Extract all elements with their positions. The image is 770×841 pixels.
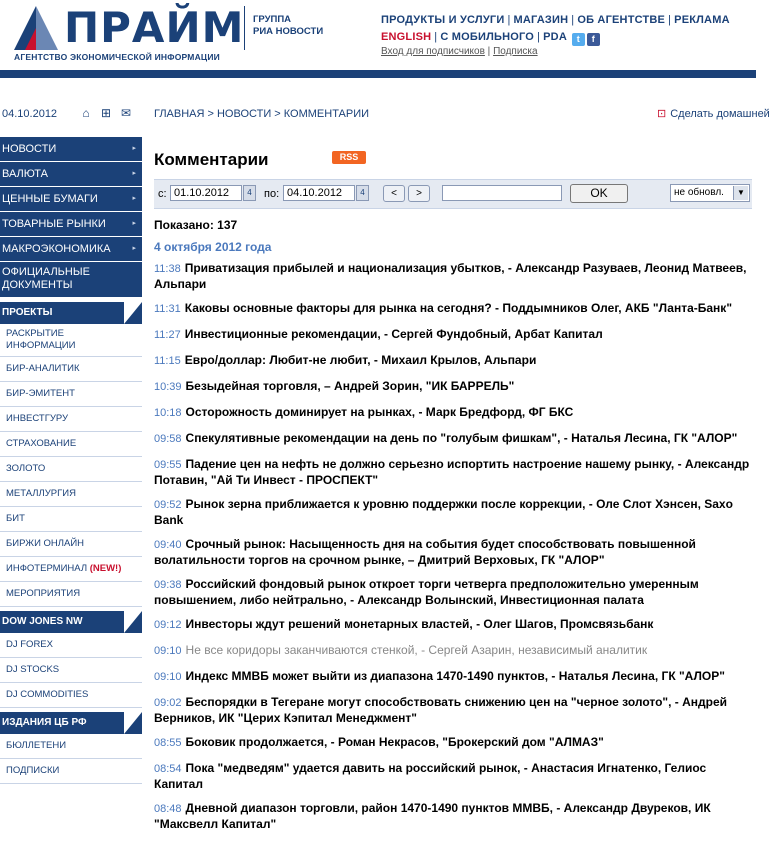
dowjones-title: DOW JONES NW: [2, 616, 83, 627]
item-title[interactable]: Беспорядки в Тегеране могут способствовать снижению цен на "черное золото", - Андрей Верников, ИК "Церих Кэпитал Менеджмент": [154, 695, 727, 725]
project-events[interactable]: МЕРОПРИЯТИЯ: [0, 582, 142, 607]
item-time: 09:12: [154, 619, 182, 631]
prev-button[interactable]: <: [383, 185, 405, 202]
logo-subtitle: АГЕНТСТВО ЭКОНОМИЧЕСКОЙ ИНФОРМАЦИИ: [14, 52, 220, 62]
date-heading: 4 октября 2012 года: [154, 240, 272, 254]
sitemap-icon[interactable]: ⊞: [100, 106, 112, 120]
sidebar-item-label: ЦЕННЫЕ БУМАГИ: [2, 193, 98, 205]
sidebar-item-currency[interactable]: [0, 162, 142, 187]
refresh-select[interactable]: [670, 184, 750, 202]
list-item[interactable]: [154, 431, 756, 454]
dj-forex-link[interactable]: DJ FOREX: [0, 633, 142, 658]
list-item[interactable]: [154, 261, 756, 298]
calendar-icon[interactable]: 4: [356, 185, 369, 201]
list-item[interactable]: [154, 735, 756, 758]
sidebar-item-label: ОФИЦИАЛЬНЫЕ ДОКУМЕНТЫ: [2, 266, 90, 291]
item-title[interactable]: Не все коридоры заканчиваются стенкой, - Сергей Азарин, независимый аналитик: [185, 643, 648, 657]
group-line2: РИА НОВОСТИ: [253, 26, 324, 37]
project-infoterminal-label: ИНФОТЕРМИНАЛ: [6, 563, 88, 574]
sidebar-item-label: ТОВАРНЫЕ РЫНКИ: [2, 218, 106, 230]
new-badge: (NEW!): [89, 563, 122, 574]
project-gold[interactable]: ЗОЛОТО: [0, 457, 142, 482]
expand-arrow-icon: ▸: [132, 245, 136, 252]
item-title[interactable]: Евро/доллар: Любит-не любит, - Михаил Крылов, Альпари: [184, 353, 537, 367]
list-item[interactable]: [154, 379, 756, 402]
expand-arrow-icon: ▸: [132, 220, 136, 227]
date-row: [0, 104, 770, 124]
list-item[interactable]: [154, 327, 756, 350]
item-title[interactable]: Спекулятивные рекомендации на день по "голубым фишкам", - Наталья Лесина, ГК "АЛОР": [185, 431, 738, 445]
subscribe-link[interactable]: Подписка: [493, 46, 538, 57]
list-item[interactable]: [154, 669, 756, 692]
top-nav: ПРОДУКТЫ И УСЛУГИ | МАГАЗИН | ОБ АГЕНТСТВЕ | РЕКЛАМА ENGLISH | С МОБИЛЬНОГО | PDA t f: [381, 14, 730, 44]
item-time: 09:55: [154, 459, 182, 471]
item-time: 09:10: [154, 671, 182, 683]
subscriber-login-link[interactable]: Вход для подписчиков: [381, 46, 485, 57]
home-icon[interactable]: ⌂: [82, 106, 90, 120]
list-item[interactable]: [154, 617, 756, 640]
cbr-bulletins-link[interactable]: БЮЛЛЕТЕНИ: [0, 734, 142, 759]
project-bir-emitent[interactable]: БИР-ЭМИТЕНТ: [0, 382, 142, 407]
breadcrumb[interactable]: ГЛАВНАЯ > НОВОСТИ > КОММЕНТАРИИ: [154, 108, 370, 120]
item-title[interactable]: Осторожность доминирует на рынках, - Марк Бредфорд, ФГ БКС: [185, 405, 574, 419]
cbr-heading: [0, 712, 142, 734]
item-title[interactable]: Индекс ММВБ может выйти из диапазона 1470-1490 пунктов, - Наталья Лесина, ГК "АЛОР": [185, 669, 725, 683]
item-time: 10:39: [154, 381, 182, 393]
header-bar: [0, 70, 756, 78]
to-label: по:: [264, 188, 280, 200]
corner-decor: [124, 611, 142, 633]
item-title[interactable]: Рынок зерна приближается к уровню поддержки после коррекции, - Оле Слот Хэнсен, Saxo Bank: [154, 497, 733, 527]
from-date-input[interactable]: [170, 185, 242, 201]
sidebar-item-label: МАКРОЭКОНОМИКА: [2, 243, 111, 255]
sidebar-item-label: ВАЛЮТА: [2, 168, 48, 180]
item-time: 08:54: [154, 763, 182, 775]
logo-text: ПРАЙМ: [64, 3, 245, 52]
item-time: 09:58: [154, 433, 182, 445]
from-label: с:: [158, 188, 167, 200]
list-item[interactable]: [154, 301, 756, 324]
sidebar: [0, 137, 142, 784]
project-infoterminal[interactable]: [0, 557, 142, 582]
next-button[interactable]: >: [408, 185, 430, 202]
comments-list: [154, 261, 756, 841]
item-time: 09:52: [154, 499, 182, 511]
dj-stocks-link[interactable]: DJ STOCKS: [0, 658, 142, 683]
project-exchanges-online[interactable]: БИРЖИ ОНЛАЙН: [0, 532, 142, 557]
logo-mark-icon: [14, 6, 58, 50]
sidebar-item-label: НОВОСТИ: [2, 143, 57, 155]
make-homepage-link[interactable]: [657, 107, 770, 120]
prime-logo[interactable]: [14, 3, 245, 66]
list-item[interactable]: [154, 761, 756, 798]
project-insurance[interactable]: СТРАХОВАНИЕ: [0, 432, 142, 457]
site-header: [0, 0, 756, 78]
sub-nav: Вход для подписчиков | Подписка: [381, 46, 538, 57]
sidebar-item-commodities[interactable]: [0, 212, 142, 237]
nav-about[interactable]: ОБ АГЕНТСТВЕ: [577, 14, 666, 26]
mail-icon[interactable]: ✉: [120, 106, 132, 120]
expand-arrow-icon: ▸: [132, 145, 136, 152]
group-ria-link[interactable]: [253, 14, 323, 38]
item-title[interactable]: Приватизация прибылей и национализация убытков, - Александр Разуваев, Леонид Матвеев, Альпари: [154, 261, 747, 291]
project-bir-analyst[interactable]: БИР-АНАЛИТИК: [0, 357, 142, 382]
calendar-icon[interactable]: 4: [243, 185, 256, 201]
list-item[interactable]: [154, 643, 756, 666]
search-input[interactable]: [442, 185, 562, 201]
item-time: 11:31: [154, 303, 181, 315]
item-time: 11:38: [154, 263, 181, 275]
list-item[interactable]: [154, 497, 756, 534]
nav-mobile[interactable]: С МОБИЛЬНОГО: [440, 31, 535, 43]
item-title[interactable]: Срочный рынок: Насыщенность дня на события будет способствовать повышенной волатильности торгов на срочном рынке, – Дмитрий Верховых, ГК "АЛОР": [154, 537, 696, 567]
list-item[interactable]: [154, 801, 756, 838]
list-item[interactable]: [154, 695, 756, 732]
dj-commodities-link[interactable]: DJ COMMODITIES: [0, 683, 142, 708]
item-time: 09:40: [154, 539, 182, 551]
make-homepage-label: Сделать домашней: [670, 108, 770, 120]
projects-heading: [0, 302, 142, 324]
item-time: 09:02: [154, 697, 182, 709]
page-title: Комментарии: [154, 150, 269, 169]
expand-arrow-icon: ▸: [132, 170, 136, 177]
item-time: 10:18: [154, 407, 182, 419]
dowjones-heading: [0, 611, 142, 633]
project-bit[interactable]: БИТ: [0, 507, 142, 532]
item-title[interactable]: Падение цен на нефть не должно серьезно испортить настроение нашему рынку, - Александр Потавин, "Ай Ти Инвест - ПРОСПЕКТ": [154, 457, 750, 487]
item-title[interactable]: Пока "медведям" удается давить на российский рынок, - Анастасия Игнатенко, Гелиос Капитал: [154, 761, 707, 791]
expand-arrow-icon: ▸: [132, 195, 136, 202]
nav-products[interactable]: ПРОДУКТЫ И УСЛУГИ: [381, 14, 505, 26]
sidebar-item-official-docs[interactable]: [0, 262, 142, 298]
item-title[interactable]: Дневной диапазон торговли, район 1470-1490 пунктов ММВБ, - Александр Двуреков, ИК "Максвелл Капитал": [154, 801, 711, 831]
item-time: 08:55: [154, 737, 182, 749]
nav-shop[interactable]: МАГАЗИН: [513, 14, 569, 26]
rss-button[interactable]: RSS: [332, 151, 366, 164]
project-metallurgy[interactable]: МЕТАЛЛУРГИЯ: [0, 482, 142, 507]
corner-decor: [124, 712, 142, 734]
sidebar-item-news[interactable]: [0, 137, 142, 162]
item-title[interactable]: Инвестиционные рекомендации, - Сергей Фундобный, Арбат Капитал: [184, 327, 603, 341]
to-date-input[interactable]: [283, 185, 355, 201]
twitter-icon[interactable]: t: [572, 33, 585, 46]
item-time: 08:48: [154, 803, 182, 815]
item-time: 09:10: [154, 645, 182, 657]
sidebar-item-macro[interactable]: [0, 237, 142, 262]
item-time: 09:38: [154, 579, 182, 591]
ok-button[interactable]: OK: [570, 184, 628, 203]
refresh-select-value: не обновл.: [674, 187, 724, 198]
current-date: 04.10.2012: [2, 108, 58, 120]
list-item[interactable]: [154, 457, 756, 494]
list-item[interactable]: [154, 577, 756, 614]
header-divider: [244, 6, 245, 50]
date-filter-bar: [154, 179, 752, 209]
item-title[interactable]: Безыдейная торговля, – Андрей Зорин, "ИК БАРРЕЛЬ": [185, 379, 515, 393]
projects-title: ПРОЕКТЫ: [2, 307, 53, 318]
nav-english[interactable]: ENGLISH: [381, 31, 432, 43]
sidebar-item-securities[interactable]: [0, 187, 142, 212]
nav-ads[interactable]: РЕКЛАМА: [674, 14, 730, 26]
cbr-subscriptions-link[interactable]: ПОДПИСКИ: [0, 759, 142, 784]
project-disclosure[interactable]: РАСКРЫТИЕ ИНФОРМАЦИИ: [0, 324, 142, 357]
chevron-down-icon: ▼: [733, 186, 748, 200]
group-line1: ГРУППА: [253, 14, 292, 25]
project-investguru[interactable]: ИНВЕСТГУРУ: [0, 407, 142, 432]
item-time: 11:15: [154, 355, 181, 367]
cbr-title: ИЗДАНИЯ ЦБ РФ: [2, 717, 87, 728]
item-title[interactable]: Российский фондовый рынок откроет торги четверга предположительно умеренным повышением, либо нейтрально, - Александр Волынский, Инвестиционная палата: [154, 577, 699, 607]
item-title[interactable]: Инвесторы ждут решений монетарных властей, - Олег Шагов, Промсвязьбанк: [185, 617, 654, 631]
facebook-icon[interactable]: f: [587, 33, 600, 46]
nav-pda[interactable]: PDA: [543, 31, 567, 43]
list-item[interactable]: [154, 353, 756, 376]
item-title[interactable]: Боковик продолжается, - Роман Некрасов, "Брокерский дом "АЛМАЗ": [185, 735, 604, 749]
item-time: 11:27: [154, 329, 181, 341]
shown-count: Показано: 137: [154, 218, 238, 232]
item-title[interactable]: Каковы основные факторы для рынка на сегодня? - Поддымников Олег, АКБ "Ланта-Банк": [184, 301, 733, 315]
corner-decor: [124, 302, 142, 324]
homepage-icon: ⊡: [657, 108, 667, 120]
list-item[interactable]: [154, 405, 756, 428]
list-item[interactable]: [154, 537, 756, 574]
